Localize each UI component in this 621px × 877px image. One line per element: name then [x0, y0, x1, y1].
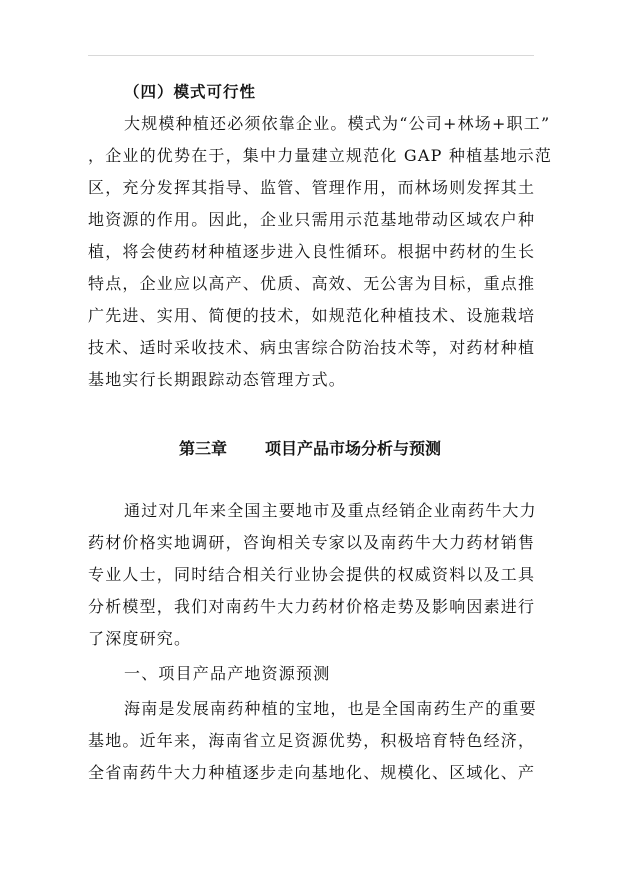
- paragraph-line: 了深度研究。: [88, 629, 192, 648]
- chapter-heading: [179, 436, 441, 459]
- section-paragraph: [88, 108, 553, 396]
- paragraph-line: ，企业的优势在于，集中力量建立规范化 GAP 种植基地示范: [88, 146, 553, 165]
- intro-paragraph: [88, 495, 538, 655]
- chapter-title: 项目产品市场分析与预测: [265, 439, 442, 458]
- paragraph-line: 技术、适时采收技术、病虫害综合防治技术等，对药材种植: [88, 338, 536, 357]
- chapter-number: 第三章: [179, 439, 228, 458]
- paragraph-line: 地资源的作用。因此，企业只需用示范基地带动区域农户种: [88, 210, 536, 229]
- header-rule: [88, 55, 534, 56]
- paragraph-line: 基地实行长期跟踪动态管理方式。: [88, 370, 347, 389]
- subsection-paragraph: [88, 693, 538, 789]
- paragraph-line: 特点，企业应以高产、优质、高效、无公害为目标，重点推: [88, 274, 536, 293]
- paragraph-line: 分析模型，我们对南药牛大力药材价格走势及影响因素进行: [88, 597, 536, 616]
- paragraph-line: 大规模种植还必须依靠企业。模式为“公司+林场+职工”: [124, 114, 551, 133]
- paragraph-line: 专业人士，同时结合相关行业协会提供的权威资料以及工具: [88, 565, 536, 584]
- section-heading: （四）模式可行性: [124, 82, 257, 101]
- paragraph-line: 药材价格实地调研，咨询相关专家以及南药牛大力药材销售: [88, 533, 536, 552]
- subsection-heading: 一、项目产品产地资源预测: [124, 664, 331, 683]
- paragraph-line: 通过对几年来全国主要地市及重点经销企业南药牛大力: [124, 501, 537, 520]
- paragraph-line: 广先进、实用、简便的技术，如规范化种植技术、设施栽培: [88, 306, 536, 325]
- paragraph-line: 全省南药牛大力种植逐步走向基地化、规模化、区域化、产: [88, 763, 536, 782]
- paragraph-line: 海南是发展南药种植的宝地，也是全国南药生产的重要: [124, 699, 537, 718]
- paragraph-line: 基地。近年来，海南省立足资源优势，积极培育特色经济，: [88, 731, 536, 750]
- paragraph-line: 植，将会使药材种植逐步进入良性循环。根据中药材的生长: [88, 242, 536, 261]
- paragraph-line: 区，充分发挥其指导、监管、管理作用，而林场则发挥其土: [88, 178, 536, 197]
